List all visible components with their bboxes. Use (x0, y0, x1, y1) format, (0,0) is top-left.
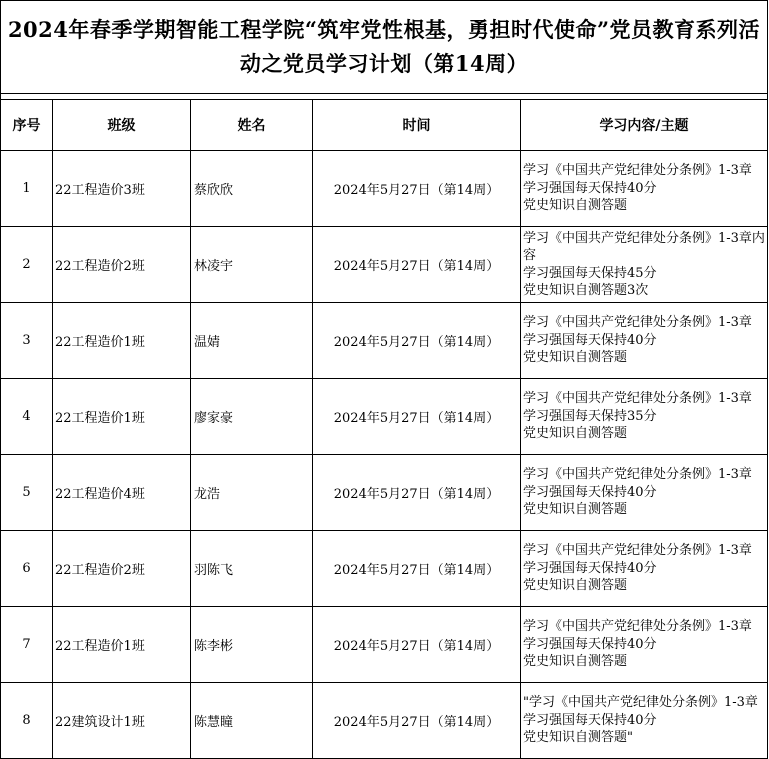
table-row (1, 379, 768, 455)
cell-time[interactable]: 2024年5月27日（第14周） (313, 303, 521, 379)
cell-time[interactable]: 2024年5月27日（第14周） (313, 151, 521, 227)
cell-name[interactable]: 陈慧瞳 (191, 683, 313, 759)
cell-name[interactable]: 陈李彬 (191, 607, 313, 683)
cell-time[interactable]: 2024年5月27日（第14周） (313, 531, 521, 607)
table-title: 2024年春季学期智能工程学院“筑牢党性根基，勇担时代使命”党员教育系列活动之党员学习计划（第14周） (1, 1, 768, 94)
cell-name[interactable]: 廖家豪 (191, 379, 313, 455)
cell-index[interactable]: 8 (1, 683, 53, 759)
cell-time[interactable]: 2024年5月27日（第14周） (313, 379, 521, 455)
cell-name[interactable]: 温婧 (191, 303, 313, 379)
cell-index[interactable]: 5 (1, 455, 53, 531)
table-row (1, 531, 768, 607)
cell-topic[interactable]: 学习《中国共产党纪律处分条例》1-3章 学习强国每天保持40分 党史知识自测答题 (521, 455, 768, 531)
table-row (1, 607, 768, 683)
header-name: 姓名 (191, 100, 313, 151)
table-row (1, 683, 768, 759)
cell-topic[interactable]: 学习《中国共产党纪律处分条例》1-3章内容 学习强国每天保持45分 党史知识自测答题3次 (521, 227, 768, 303)
cell-class[interactable]: 22工程造价1班 (53, 303, 191, 379)
cell-name[interactable]: 蔡欣欣 (191, 151, 313, 227)
table-row (1, 227, 768, 303)
cell-name[interactable]: 羽陈飞 (191, 531, 313, 607)
cell-index[interactable]: 6 (1, 531, 53, 607)
cell-class[interactable]: 22工程造价2班 (53, 227, 191, 303)
cell-index[interactable]: 3 (1, 303, 53, 379)
cell-index[interactable]: 1 (1, 151, 53, 227)
header-topic: 学习内容/主题 (521, 100, 768, 151)
cell-topic[interactable]: 学习《中国共产党纪律处分条例》1-3章 学习强国每天保持40分 党史知识自测答题 (521, 531, 768, 607)
cell-name[interactable]: 龙浩 (191, 455, 313, 531)
cell-topic[interactable]: "学习《中国共产党纪律处分条例》1-3章 学习强国每天保持40分 党史知识自测答题" (521, 683, 768, 759)
cell-time[interactable]: 2024年5月27日（第14周） (313, 227, 521, 303)
cell-class[interactable]: 22建筑设计1班 (53, 683, 191, 759)
cell-index[interactable]: 7 (1, 607, 53, 683)
cell-topic[interactable]: 学习《中国共产党纪律处分条例》1-3章 学习强国每天保持40分 党史知识自测答题 (521, 151, 768, 227)
header-index: 序号 (1, 100, 53, 151)
cell-topic[interactable]: 学习《中国共产党纪律处分条例》1-3章 学习强国每天保持40分 党史知识自测答题 (521, 303, 768, 379)
cell-class[interactable]: 22工程造价3班 (53, 151, 191, 227)
cell-index[interactable]: 2 (1, 227, 53, 303)
cell-class[interactable]: 22工程造价1班 (53, 607, 191, 683)
cell-topic[interactable]: 学习《中国共产党纪律处分条例》1-3章 学习强国每天保持40分 党史知识自测答题 (521, 607, 768, 683)
cell-time[interactable]: 2024年5月27日（第14周） (313, 607, 521, 683)
cell-class[interactable]: 22工程造价4班 (53, 455, 191, 531)
cell-time[interactable]: 2024年5月27日（第14周） (313, 455, 521, 531)
header-time: 时间 (313, 100, 521, 151)
table-row (1, 455, 768, 531)
cell-name[interactable]: 林凌宇 (191, 227, 313, 303)
header-class: 班级 (53, 100, 191, 151)
table-row (1, 151, 768, 227)
cell-topic[interactable]: 学习《中国共产党纪律处分条例》1-3章 学习强国每天保持35分 党史知识自测答题 (521, 379, 768, 455)
table-row (1, 303, 768, 379)
cell-index[interactable]: 4 (1, 379, 53, 455)
cell-time[interactable]: 2024年5月27日（第14周） (313, 683, 521, 759)
cell-class[interactable]: 22工程造价2班 (53, 531, 191, 607)
header-row (1, 100, 768, 151)
cell-class[interactable]: 22工程造价1班 (53, 379, 191, 455)
